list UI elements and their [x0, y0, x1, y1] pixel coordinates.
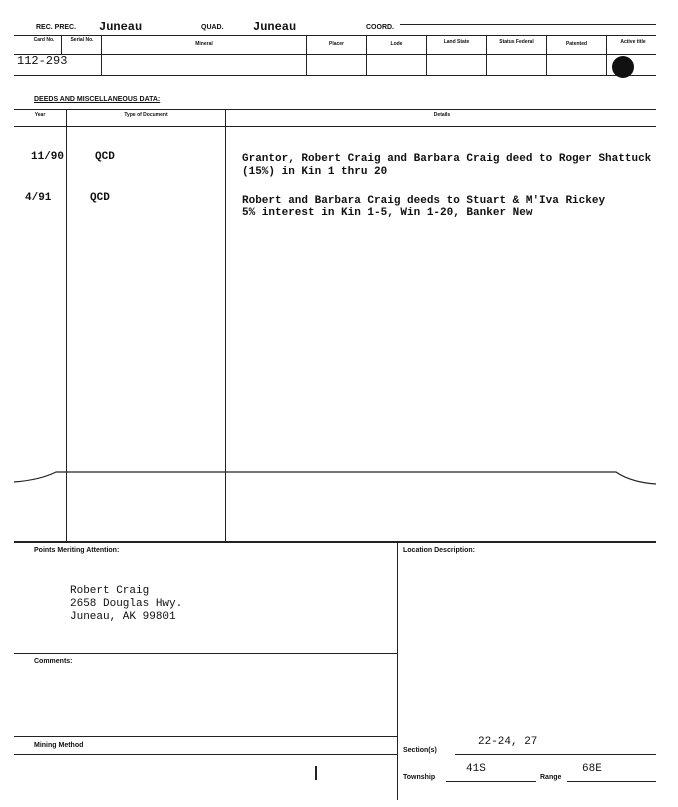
rec-prec-label: REC. PREC.	[36, 24, 77, 31]
placer-header: Placer	[328, 41, 344, 47]
quad-value: Juneau	[253, 20, 297, 34]
land-state-header: Land State	[443, 39, 470, 45]
deeds-bottom-rule	[14, 541, 656, 543]
rec-prec-value: Juneau	[99, 20, 143, 34]
claim-bottom-rule	[14, 75, 656, 76]
deed-details-line: (15%) in Kin 1 thru 20	[242, 166, 388, 178]
claim-header-rule	[14, 54, 656, 55]
township-label: Township	[403, 774, 436, 781]
range-label: Range	[540, 774, 562, 781]
fold-line	[0, 462, 678, 492]
deed-type: QCD	[90, 192, 110, 204]
section-label: Section(s)	[403, 747, 437, 754]
header-rule	[14, 35, 656, 36]
deed-year: 11/90	[31, 151, 65, 163]
deed-details-line: Robert and Barbara Craig deeds to Stuart & M'Iva Rickey	[242, 195, 606, 207]
lode-header: Lode	[390, 41, 403, 47]
attention-line: 2658 Douglas Hwy.	[70, 598, 183, 610]
attention-line: Juneau, AK 99801	[70, 611, 176, 623]
card-no-header: Card No.	[33, 37, 55, 43]
type-column-header: Type of Document	[124, 112, 168, 118]
points-meriting-attention-label: Points Meriting Attention:	[34, 547, 120, 554]
deed-details-line: Grantor, Robert Craig and Barbara Craig deed to Roger Shattuck	[242, 153, 652, 165]
patented-header: Patented	[565, 41, 588, 47]
status-federal-header: Status Federal	[499, 39, 534, 45]
card-no-value: 112-293	[17, 54, 68, 68]
range-underline	[567, 781, 656, 782]
deed-year: 4/91	[25, 192, 52, 204]
deeds-top-rule	[14, 109, 656, 110]
comments-label: Comments:	[34, 658, 73, 665]
serial-no-header: Serial No.	[70, 37, 94, 43]
section-underline	[455, 754, 656, 755]
coord-top-rule	[400, 24, 656, 25]
coord-label: COORD.	[366, 24, 394, 31]
comments-top-rule	[14, 653, 397, 654]
active-title-header: Active title	[620, 39, 646, 45]
year-column-header: Year	[34, 112, 46, 118]
township-value: 41S	[466, 763, 486, 775]
township-underline	[446, 781, 536, 782]
deed-type: QCD	[95, 151, 115, 163]
attention-line: Robert Craig	[70, 585, 150, 597]
mining-method-top-rule	[14, 736, 397, 737]
range-value: 68E	[582, 763, 602, 775]
location-description-label: Location Description:	[403, 547, 475, 554]
mining-method-bottom-rule	[14, 754, 397, 755]
deed-details-line: 5% interest in Kin 1-5, Win 1-20, Banker New	[242, 207, 533, 219]
stray-mark	[315, 766, 317, 780]
section-value: 22-24, 27	[478, 736, 538, 748]
mining-method-label: Mining Method	[34, 742, 84, 749]
divider-card-serial	[61, 36, 62, 54]
divider-patented-active	[606, 36, 607, 75]
lower-center-divider	[397, 542, 398, 800]
deeds-section-title: DEEDS AND MISCELLANEOUS DATA:	[34, 96, 161, 103]
quad-label: QUAD.	[201, 24, 224, 31]
active-title-dot	[612, 56, 634, 78]
deeds-header-rule	[14, 126, 656, 127]
details-column-header: Details	[433, 112, 451, 118]
mineral-header: Mineral	[195, 41, 213, 47]
